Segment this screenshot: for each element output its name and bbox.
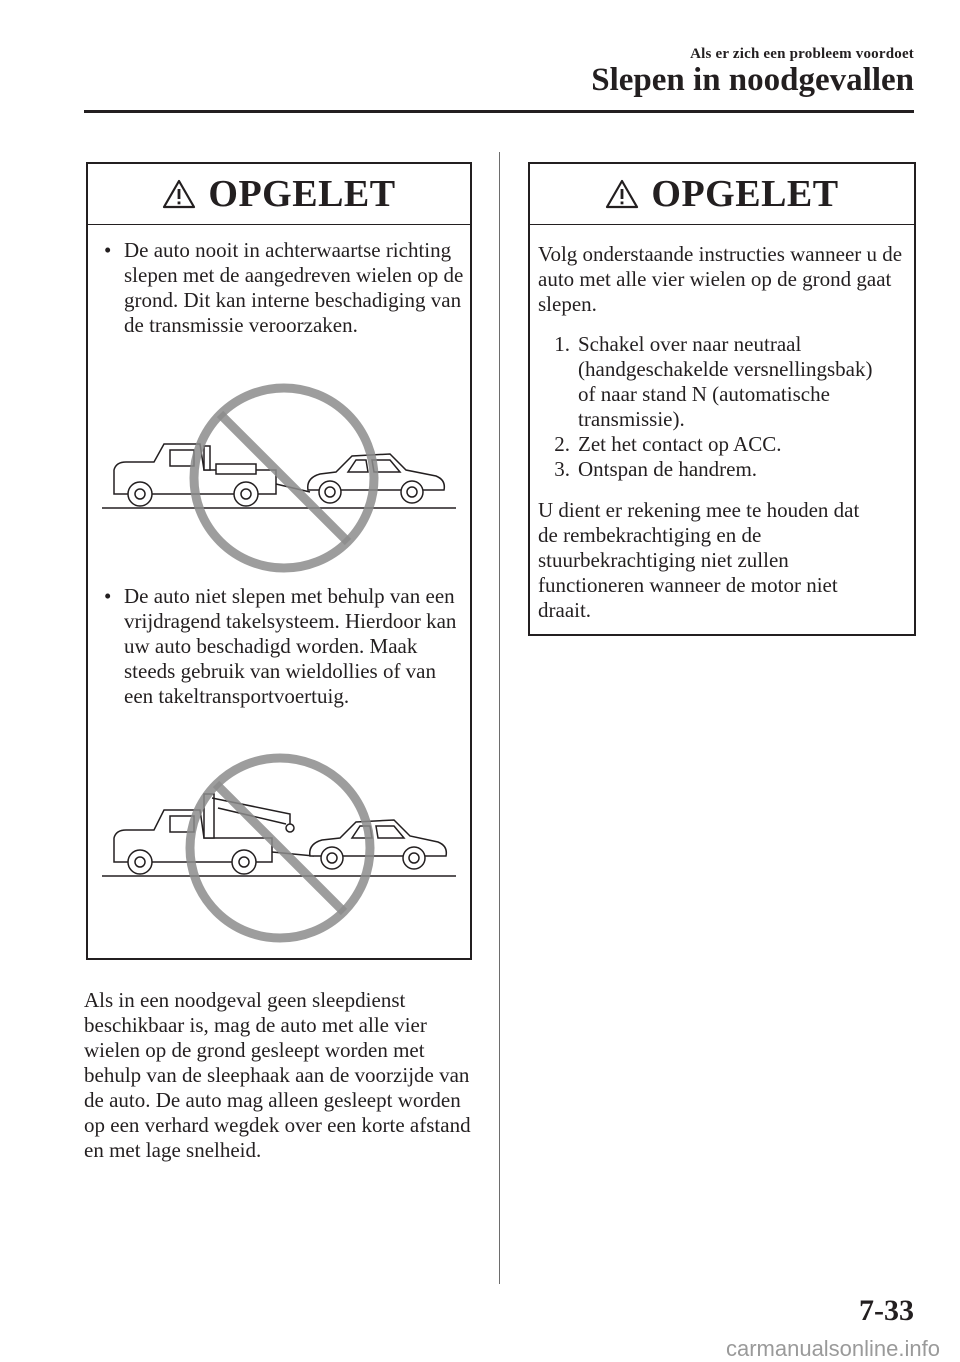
- caution-intro: Volg onderstaande instructies wanneer u de auto met alle vier wielen op de grond gaat slepen.: [538, 242, 903, 316]
- caution-title: OPGELET: [651, 173, 839, 215]
- bullet-text: De auto nooit in achterwaartse richting slepen met de aangedreven wielen op de grond. Dit kan interne beschadiging van de transmissie veroorzaken.: [124, 238, 464, 337]
- step-text: Zet het contact op ACC.: [578, 432, 782, 456]
- caution-box-left: [86, 162, 472, 960]
- page-title: Slepen in noodgevallen: [591, 62, 914, 98]
- caution-header: [530, 164, 914, 225]
- list-item: [538, 332, 888, 432]
- caution-bullet-1: [104, 238, 464, 338]
- warning-icon: [162, 179, 196, 209]
- section-header: Als er zich een probleem voordoet: [690, 46, 914, 62]
- step-number: 1.: [554, 332, 570, 356]
- prohibited-towing-illustration-1: [100, 378, 460, 578]
- instruction-list: [538, 332, 888, 482]
- prohibited-towing-illustration-2: [100, 748, 460, 948]
- bullet-text: De auto niet slepen met behulp van een vrijdragend takelsysteem. Hierdoor kan uw auto beschadigd worden. Maak steeds gebruik van wieldollies of van een takeltransportvoertuig.: [124, 584, 457, 708]
- list-item: [538, 457, 888, 482]
- caution-title: OPGELET: [208, 173, 396, 215]
- list-item: [538, 432, 888, 457]
- watermark: carmanualsonline.info: [725, 1336, 940, 1361]
- step-text: Schakel over naar neutraal (handgeschakelde versnellingsbak) of naar stand N (automatische transmissie).: [578, 332, 873, 431]
- bullet-symbol: •: [104, 238, 112, 262]
- caution-header: [88, 164, 470, 225]
- step-text: Ontspan de handrem.: [578, 457, 758, 481]
- step-number: 3.: [554, 457, 570, 481]
- body-paragraph: Als in een noodgeval geen sleepdienst beschikbaar is, mag de auto met alle vier wielen op de grond gesleept worden met behulp van de sleephaak aan de voorzijde van de auto. De auto mag alleen gesleept worden op een verhard wegdek over een korte afstand en met lage snelheid.: [84, 988, 471, 1162]
- column-divider: [499, 152, 500, 1284]
- caution-bullet-2: [104, 584, 464, 709]
- caution-box-right: [528, 162, 916, 636]
- warning-icon: [605, 179, 639, 209]
- header-rule: [84, 110, 914, 113]
- bullet-symbol: •: [104, 584, 112, 608]
- step-number: 2.: [554, 432, 570, 456]
- page-number: 7-33: [859, 1294, 914, 1327]
- caution-outro: U dient er rekening mee te houden dat de rembekrachtiging en de stuurbekrachtiging niet zullen functioneren wanneer de motor niet draait.: [538, 498, 860, 622]
